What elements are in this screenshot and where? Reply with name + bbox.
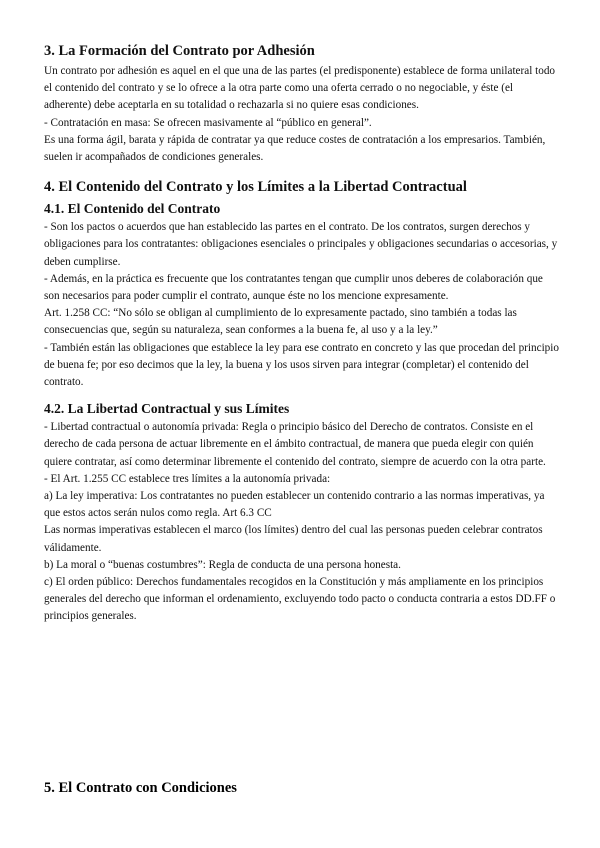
section-5-heading: 5. El Contrato con Condiciones — [44, 780, 237, 796]
paragraph: c) El orden público: Derechos fundamentales recogidos en la Constitución y más ampliamente en los principios generales del derecho que informan el ordenamiento, excluyendo todo pacto o conducta contraria a estos DD.FF o principios generales. — [44, 576, 556, 623]
paragraph: Un contrato por adhesión es aquel en el que una de las partes (el predisponente) establece de forma unilateral todo el contenido del contrato y se lo ofrece a la otra parte como una oferta cerrado o no negociable, y éste (el adherente) debe aceptarla en su totalidad o rechazarla si no quiere esas condiciones. — [44, 65, 556, 112]
paragraph: Art. 1.258 CC: “No sólo se obligan al cumplimiento de lo expresamente pactado, sino también a todas las consecuencias que, según su naturaleza, sean conformes a la buena fe, al uso y a la ley.” — [44, 307, 517, 337]
section-4-heading: 4. El Contenido del Contrato y los Límites a la Libertad Contractual — [44, 179, 467, 196]
paragraph: - Son los pactos o acuerdos que han establecido las partes en el contrato. De los contratos, surgen derechos y obligaciones para los contratantes: obligaciones esenciales o principales y obligaciones secundarias o accesorias, y deben cumplirse. — [44, 221, 558, 268]
paragraph: Las normas imperativas establecen el marco (los límites) dentro del cual las personas pueden celebrar contratos válidamente. — [44, 524, 543, 554]
paragraph: - Contratación en masa: Se ofrecen masivamente al “público en general”. — [44, 116, 372, 129]
paragraph: - Además, en la práctica es frecuente que los contratantes tengan que cumplir unos deberes de colaboración que son necesarios para poder cumplir el contrato, aunque éste no los mencione expresamente. — [44, 272, 543, 303]
paragraph: a) La ley imperativa: Los contratantes no pueden establecer un contenido contrario a las normas imperativas, ya que estos actos serán nulos como regla. Art 6.3 CC — [44, 490, 545, 520]
paragraph: - También están las obligaciones que establece la ley para ese contrato en concreto y las que procedan del principio de buena fe; por eso decimos que la ley, la buena y los usos sirven para integrar (completar) el contenido del contrato. — [44, 341, 559, 389]
paragraph: - El Art. 1.255 CC establece tres límites a la autonomía privada: — [44, 472, 331, 485]
paragraph: - Libertad contractual o autonomía privada: Regla o principio básico del Derecho de contratos. Consiste en el derecho de cada persona de actuar libremente en el ámbito contractual, de manera que pueda elegir con quién quiere contratar, así como determinar libremente el contenido del contrato, siempre de acuerdo con la otra parte. — [44, 421, 546, 468]
section-4-2-heading: 4.2. La Libertad Contractual y sus Límites — [44, 401, 290, 417]
paragraph: Es una forma ágil, barata y rápida de contratar ya que reduce costes de contratación a los empresarios. También, suelen ir acompañados de condiciones generales. — [44, 133, 546, 164]
paragraph: b) La moral o “buenas costumbres”: Regla de conducta de una persona honesta. — [44, 558, 401, 571]
section-4-1-heading: 4.1. El Contenido del Contrato — [44, 201, 221, 217]
section-3-heading: 3. La Formación del Contrato por Adhesión — [44, 43, 315, 59]
